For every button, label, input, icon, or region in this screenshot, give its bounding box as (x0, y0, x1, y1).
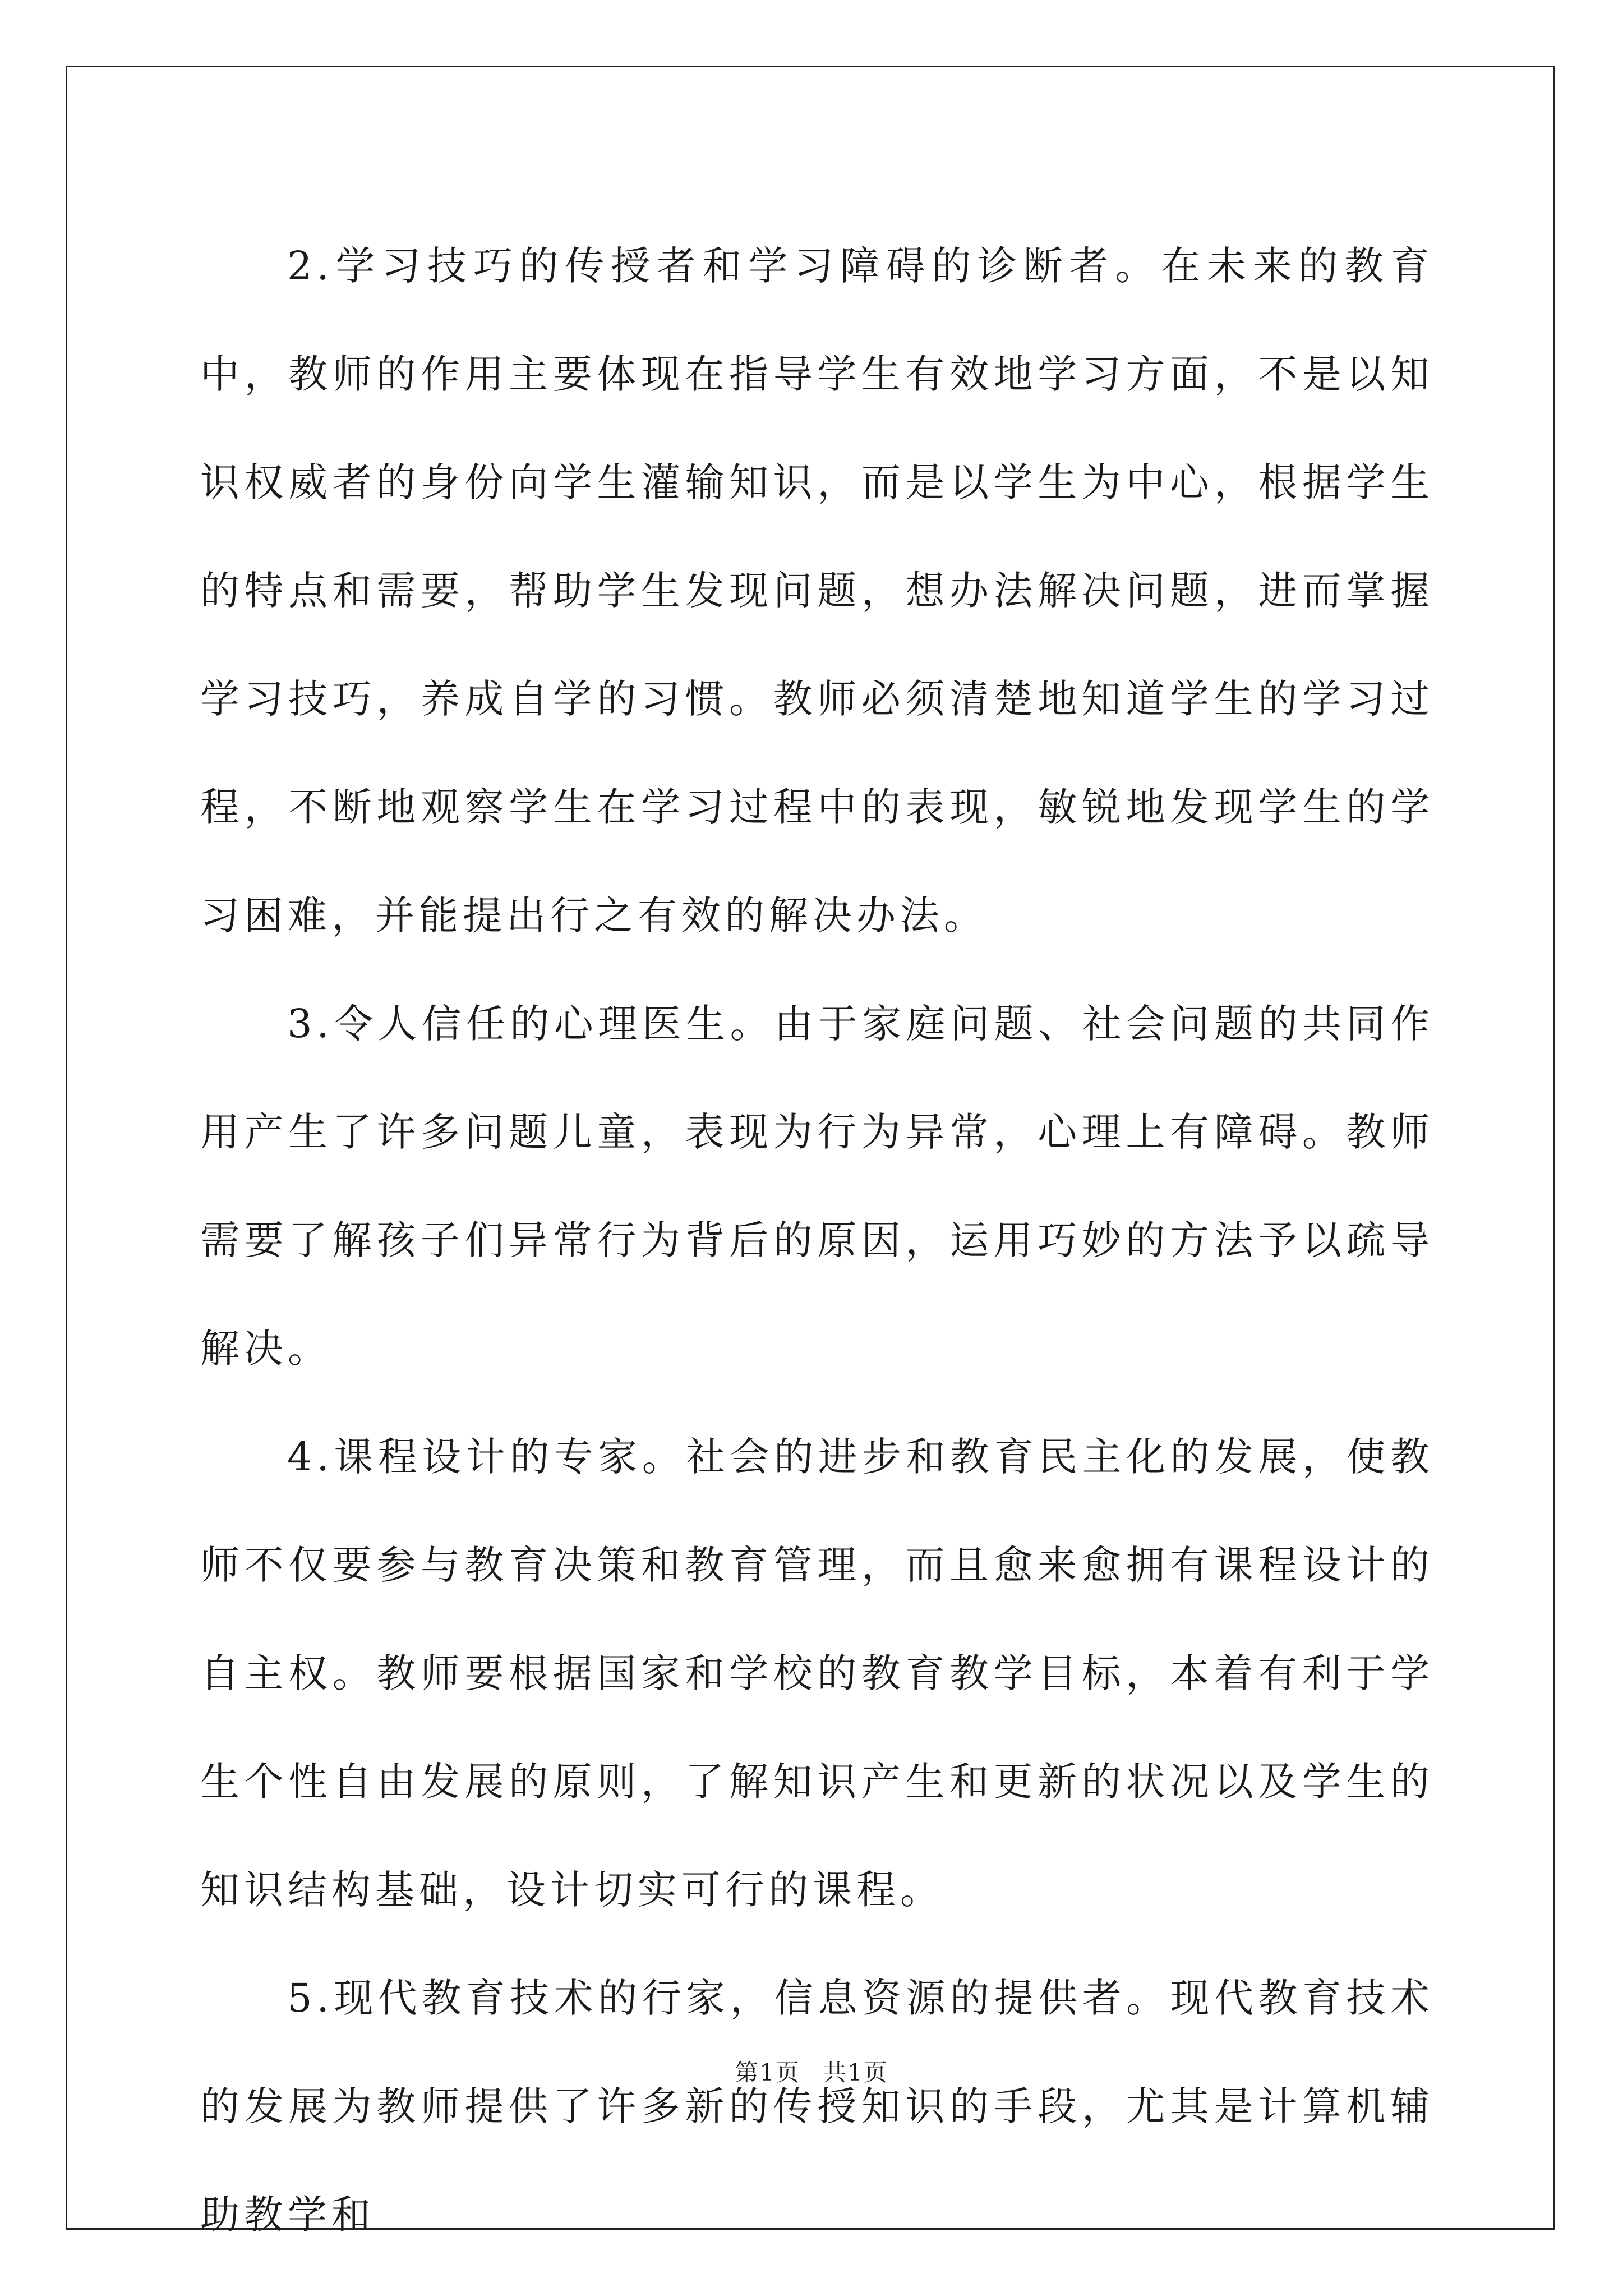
paragraph-3: 3.令人信任的心理医生。由于家庭问题、社会问题的共同作用产生了许多问题儿童，表现为行为异常，心理上有障碍。教师需要了解孩子们异常行为背后的原因，运用巧妙的方法予以疏导解决。 (200, 1001, 1434, 1372)
document-body (200, 212, 1434, 2269)
paragraph-2: 2.学习技巧的传授者和学习障碍的诊断者。在未来的教育中，教师的作用主要体现在指导学生有效地学习方面，不是以知识权威者的身份向学生灌输知识，而是以学生为中心，根据学生的特点和需要，帮助学生发现问题，想办法解决问题，进而掌握学习技巧，养成自学的习惯。教师必须清楚地知道学生的学习过程，不断地观察学生在学习过程中的表现，敏锐地发现学生的学习困难，并能提出行之有效的解决办法。 (200, 243, 1434, 938)
paragraph-5: 5.现代教育技术的行家，信息资源的提供者。现代教育技术的发展为教师提供了许多新的传授知识的手段，尤其是计算机辅助教学和 (200, 1975, 1434, 2238)
paragraph-4: 4.课程设计的专家。社会的进步和教育民主化的发展，使教师不仅要参与教育决策和教育管理，而且愈来愈拥有课程设计的自主权。教师要根据国家和学校的教育教学目标，本着有利于学生个性自由发展的原则，了解知识产生和更新的状况以及学生的知识结构基础，设计切实可行的课程。 (200, 1434, 1434, 1913)
page-number-current: 第1页 (735, 2059, 800, 2086)
page-footer (0, 2056, 1623, 2090)
page-number-total: 共1页 (823, 2059, 888, 2086)
